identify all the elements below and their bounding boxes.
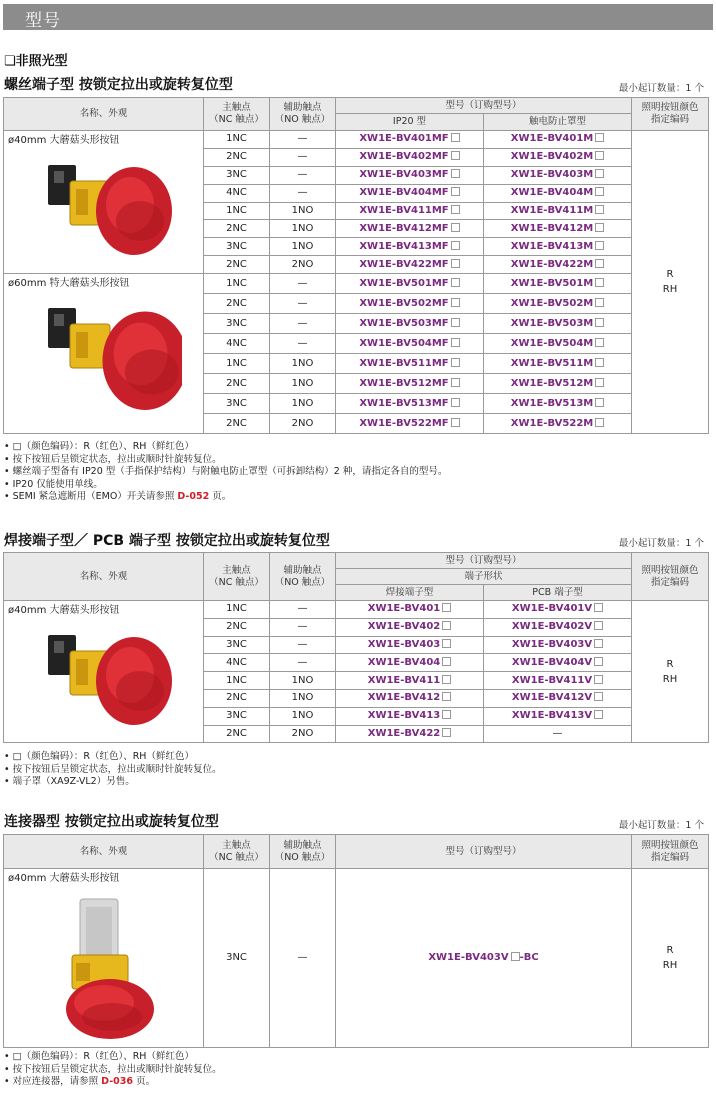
connector-button-photo — [42, 893, 172, 1043]
color-code-box — [595, 398, 604, 407]
product-name: ø40mm 大蘑菇头形按钮 — [8, 135, 120, 146]
color-code-box — [442, 603, 451, 612]
model-ip20: XW1E-BV402MF — [336, 148, 484, 166]
model-number: XW1E-BV403V -BC — [336, 869, 632, 1048]
note-line: • IP20 仅能使用单线。 — [4, 478, 103, 490]
color-code-box — [595, 169, 604, 178]
model-finger-protection: XW1E-BV412M — [484, 220, 632, 238]
model-ip20: XW1E-BV502MF — [336, 294, 484, 314]
color-code-box — [451, 187, 460, 196]
model-pcb: XW1E-BV402V — [484, 618, 632, 636]
product-name: ø60mm 特大蘑菇头形按钮 — [8, 278, 130, 290]
aux-contact: — — [270, 654, 336, 672]
header-color-code: 照明按钮颜色 指定编码 — [632, 98, 709, 131]
main-contact: 1NC — [204, 672, 270, 690]
header-model: 型号（订购型号） — [336, 98, 632, 114]
aux-contact: — — [270, 184, 336, 202]
model-solder: XW1E-BV401 — [336, 601, 484, 619]
main-contact: 2NC — [204, 618, 270, 636]
color-code-box — [451, 358, 460, 367]
model-ip20: XW1E-BV411MF — [336, 202, 484, 220]
model-ip20: XW1E-BV503MF — [336, 314, 484, 334]
header-model: 型号（订购型号） — [336, 835, 632, 869]
note-line: • SEMI 紧急遮断用（EMO）开关请参照 D-052 页。 — [4, 491, 232, 503]
color-code-box — [595, 133, 604, 142]
aux-contact: 1NO — [270, 689, 336, 707]
aux-contact: 1NO — [270, 374, 336, 394]
model-finger-protection: XW1E-BV511M — [484, 354, 632, 374]
model-finger-protection: XW1E-BV401M — [484, 131, 632, 149]
connector-moq: 最小起订数量：1 个 — [618, 820, 704, 831]
model-pcb: XW1E-BV411V — [484, 672, 632, 690]
color-code-box — [451, 318, 460, 327]
main-contact: 1NC — [204, 601, 270, 619]
main-contact: 4NC — [204, 654, 270, 672]
model-ip20: XW1E-BV404MF — [336, 184, 484, 202]
screw-notes — [4, 441, 447, 504]
note-line: • □（颜色编码）：R（红色）、RH（鲜红色） — [4, 441, 194, 452]
model-finger-protection: XW1E-BV402M — [484, 148, 632, 166]
header-color-code: 照明按钮颜色 指定编码 — [632, 835, 709, 869]
color-code-box — [595, 298, 604, 307]
color-code-box — [451, 259, 460, 268]
mushroom-button-photo — [42, 625, 182, 725]
main-contact: 3NC — [204, 394, 270, 414]
header-color-code: 照明按钮颜色 指定编码 — [632, 553, 709, 601]
solder-model-table — [3, 552, 709, 743]
table-row — [4, 131, 709, 149]
main-contact: 1NC — [204, 202, 270, 220]
main-contact: 3NC — [204, 238, 270, 256]
header-name: 名称、外观 — [4, 835, 204, 869]
header-model: 型号（订购型号） — [336, 553, 632, 569]
model-ip20: XW1E-BV501MF — [336, 274, 484, 294]
header-aux-contact: 辅助触点 （NO 触点） — [270, 98, 336, 131]
color-code-box — [594, 603, 603, 612]
color-code-box — [451, 418, 460, 427]
model-pcb: XW1E-BV403V — [484, 636, 632, 654]
color-code-box — [595, 378, 604, 387]
model-ip20: XW1E-BV403MF — [336, 166, 484, 184]
color-code-box — [594, 621, 603, 630]
model-ip20: XW1E-BV401MF — [336, 131, 484, 149]
aux-contact: — — [270, 294, 336, 314]
model-finger-protection: XW1E-BV513M — [484, 394, 632, 414]
model-ip20: XW1E-BV512MF — [336, 374, 484, 394]
solder-moq: 最小起订数量：1 个 — [618, 538, 704, 549]
solder-section-title: 焊接端子型／ PCB 端子型 按锁定拉出或旋转复位型 — [4, 533, 330, 549]
aux-contact: — — [270, 166, 336, 184]
model-ip20: XW1E-BV513MF — [336, 394, 484, 414]
note-line: • 按下按钮后呈锁定状态，拉出或顺时针旋转复位。 — [4, 453, 222, 465]
note-line: • 端子罩（XA9Z-VL2）另售。 — [4, 776, 135, 788]
model-finger-protection: XW1E-BV501M — [484, 274, 632, 294]
product-name-cell — [4, 274, 204, 434]
model-finger-protection: XW1E-BV502M — [484, 294, 632, 314]
color-code-box — [594, 657, 603, 666]
aux-contact: 2NO — [270, 256, 336, 274]
color-code-box — [442, 675, 451, 684]
header-aux-contact: 辅助触点 （NO 触点） — [270, 553, 336, 601]
note-line: • 按下按钮后呈锁定状态，拉出或顺时针旋转复位。 — [4, 1063, 222, 1075]
color-code-box — [451, 169, 460, 178]
main-contact: 2NC — [204, 725, 270, 743]
model-ip20: XW1E-BV412MF — [336, 220, 484, 238]
header-main-contact: 主触点 （NC 触点） — [204, 553, 270, 601]
model-pcb: — — [484, 725, 632, 743]
model-finger-protection: XW1E-BV512M — [484, 374, 632, 394]
main-contact: 3NC — [204, 636, 270, 654]
product-name-cell — [4, 131, 204, 274]
main-contact: 3NC — [204, 166, 270, 184]
color-code-box — [451, 133, 460, 142]
note-line: • 对应连接器，请参照 D-036 页。 — [4, 1076, 156, 1088]
model-solder: XW1E-BV402 — [336, 618, 484, 636]
page-title-banner — [3, 4, 713, 30]
page-reference-link[interactable]: D-036 — [101, 1076, 133, 1088]
main-contact: 2NC — [204, 256, 270, 274]
model-solder: XW1E-BV422 — [336, 725, 484, 743]
color-code-box — [451, 338, 460, 347]
color-code-box — [442, 621, 451, 630]
mushroom-button-photo — [42, 155, 182, 255]
aux-contact: 1NO — [270, 202, 336, 220]
color-code-box — [451, 223, 460, 232]
color-code-box — [451, 241, 460, 250]
model-finger-protection: XW1E-BV404M — [484, 184, 632, 202]
model-finger-protection: XW1E-BV522M — [484, 414, 632, 434]
color-code-box — [594, 675, 603, 684]
color-code-box — [595, 358, 604, 367]
color-code-box — [595, 205, 604, 214]
aux-contact: 2NO — [270, 414, 336, 434]
main-contact: 2NC — [204, 374, 270, 394]
color-code-box — [595, 318, 604, 327]
aux-contact: 1NO — [270, 354, 336, 374]
model-solder: XW1E-BV411 — [336, 672, 484, 690]
aux-contact: — — [270, 618, 336, 636]
main-contact: 1NC — [204, 274, 270, 294]
color-code-box — [594, 710, 603, 719]
page-reference-link[interactable]: D-052 — [177, 491, 210, 503]
note-line: • □（颜色编码）：R（红色）、RH（鲜红色） — [4, 1051, 194, 1062]
header-terminal-shape: 端子形状 — [336, 569, 632, 585]
note-line: • □（颜色编码）：R（红色）、RH（鲜红色） — [4, 751, 194, 762]
main-contact: 2NC — [204, 148, 270, 166]
aux-contact: — — [270, 601, 336, 619]
aux-contact: 2NO — [270, 725, 336, 743]
screw-section-title: 螺丝端子型 按锁定拉出或旋转复位型 — [4, 77, 233, 93]
header-main-contact: 主触点 （NC 触点） — [204, 98, 270, 131]
aux-contact: — — [270, 314, 336, 334]
main-contact: 1NC — [204, 354, 270, 374]
main-contact: 1NC — [204, 131, 270, 149]
connector-model-table — [3, 834, 709, 1048]
model-ip20: XW1E-BV511MF — [336, 354, 484, 374]
product-name-cell — [4, 869, 204, 1048]
color-codes: R RH — [632, 869, 709, 1048]
aux-contact: — — [270, 636, 336, 654]
model-finger-protection: XW1E-BV403M — [484, 166, 632, 184]
connector-section-title: 连接器型 按锁定拉出或旋转复位型 — [4, 814, 219, 830]
color-code-box — [595, 151, 604, 160]
color-code-box — [595, 338, 604, 347]
aux-contact: — — [270, 274, 336, 294]
model-ip20: XW1E-BV522MF — [336, 414, 484, 434]
model-finger-protection: XW1E-BV411M — [484, 202, 632, 220]
color-code-box — [442, 728, 451, 737]
header-name: 名称、外观 — [4, 553, 204, 601]
connector-notes — [4, 1051, 222, 1089]
color-code-box — [595, 241, 604, 250]
header-solder: 焊接端子型 — [336, 585, 484, 601]
aux-contact: — — [270, 131, 336, 149]
color-code-box — [451, 378, 460, 387]
header-name: 名称、外观 — [4, 98, 204, 131]
screw-model-table — [3, 97, 709, 434]
color-code-box — [451, 151, 460, 160]
color-code-box — [442, 657, 451, 666]
solder-notes — [4, 751, 222, 789]
main-contact: 2NC — [204, 414, 270, 434]
color-code-box — [595, 259, 604, 268]
color-code-box — [451, 205, 460, 214]
aux-contact: — — [270, 148, 336, 166]
color-code-box — [594, 639, 603, 648]
note-line: • 按下按钮后呈锁定状态，拉出或顺时针旋转复位。 — [4, 763, 222, 775]
product-name: ø40mm 大蘑菇头形按钮 — [8, 605, 120, 616]
color-codes: R RH — [632, 131, 709, 434]
table-row — [4, 274, 709, 294]
color-code-box — [442, 639, 451, 648]
screw-moq: 最小起订数量：1 个 — [618, 83, 704, 94]
section-heading: ❏非照光型 — [4, 54, 68, 69]
model-solder: XW1E-BV412 — [336, 689, 484, 707]
color-code-box — [442, 710, 451, 719]
header-aux-contact: 辅助触点 （NO 触点） — [270, 835, 336, 869]
main-contact: 2NC — [204, 220, 270, 238]
model-pcb: XW1E-BV412V — [484, 689, 632, 707]
color-code-box — [511, 952, 520, 961]
aux-contact: — — [270, 334, 336, 354]
main-contact: 2NC — [204, 294, 270, 314]
main-contact: 3NC — [204, 707, 270, 725]
model-finger-protection: XW1E-BV504M — [484, 334, 632, 354]
model-pcb: XW1E-BV401V — [484, 601, 632, 619]
model-pcb: XW1E-BV404V — [484, 654, 632, 672]
model-finger-protection: XW1E-BV503M — [484, 314, 632, 334]
color-code-box — [595, 278, 604, 287]
product-name: ø40mm 大蘑菇头形按钮 — [8, 873, 120, 884]
aux-contact: 1NO — [270, 220, 336, 238]
mushroom-button-photo — [42, 298, 182, 410]
color-code-box — [451, 278, 460, 287]
aux-contact: 1NO — [270, 672, 336, 690]
header-pcb: PCB 端子型 — [484, 585, 632, 601]
model-ip20: XW1E-BV422MF — [336, 256, 484, 274]
aux-contact: 1NO — [270, 394, 336, 414]
color-code-box — [595, 187, 604, 196]
main-contact: 4NC — [204, 184, 270, 202]
model-finger-protection: XW1E-BV422M — [484, 256, 632, 274]
color-code-box — [451, 298, 460, 307]
header-main-contact: 主触点 （NC 触点） — [204, 835, 270, 869]
header-finger-protection: 触电防止罩型 — [484, 114, 632, 131]
color-code-box — [595, 223, 604, 232]
main-contact: 2NC — [204, 689, 270, 707]
note-line: • 螺丝端子型备有 IP20 型（手指保护结构）与附触电防止罩型（可拆卸结构）2 种，请指定各自的型号。 — [4, 466, 448, 478]
header-ip20: IP20 型 — [336, 114, 484, 131]
main-contact: 4NC — [204, 334, 270, 354]
color-code-box — [442, 692, 451, 701]
model-solder: XW1E-BV413 — [336, 707, 484, 725]
color-code-box — [451, 398, 460, 407]
main-contact: 3NC — [204, 314, 270, 334]
aux-contact: 1NO — [270, 707, 336, 725]
page-title: 型号 — [25, 11, 61, 31]
model-solder: XW1E-BV403 — [336, 636, 484, 654]
model-ip20: XW1E-BV504MF — [336, 334, 484, 354]
product-name-cell — [4, 601, 204, 743]
aux-contact: 1NO — [270, 238, 336, 256]
model-finger-protection: XW1E-BV413M — [484, 238, 632, 256]
table-row — [4, 601, 709, 619]
model-pcb: XW1E-BV413V — [484, 707, 632, 725]
color-codes: R RH — [632, 601, 709, 743]
model-solder: XW1E-BV404 — [336, 654, 484, 672]
color-code-box — [595, 418, 604, 427]
main-contact: 3NC — [204, 869, 270, 1048]
aux-contact: — — [270, 869, 336, 1048]
model-ip20: XW1E-BV413MF — [336, 238, 484, 256]
color-code-box — [594, 692, 603, 701]
